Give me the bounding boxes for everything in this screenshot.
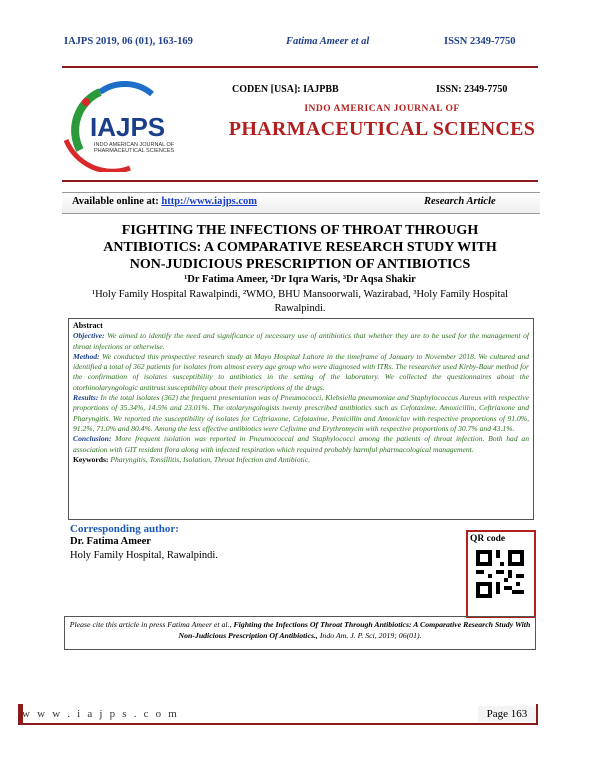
abstract-heading: Abstract: [73, 321, 103, 330]
footer-right-bar: [536, 704, 538, 725]
masthead-rule: [62, 180, 538, 182]
header-issn: ISSN 2349-7750: [444, 36, 516, 47]
page-number: Page 163: [478, 706, 536, 722]
svg-text:INDO AMERICAN JOURNAL OF: INDO AMERICAN JOURNAL OF: [94, 142, 175, 148]
footer-rule: [18, 723, 538, 725]
availability-label: Available online at:: [72, 196, 162, 207]
availability: [72, 196, 257, 207]
abstract-conclusion: Conclusion: More frequent isolation was reported in Pneumococcal and Staphylococci among the patients of throat infection. Both had an association with GIT resident flora along with infected respiration which required probably harmful pharmacological management.: [73, 434, 529, 454]
header-author: Fatima Ameer et al: [286, 36, 370, 47]
citation-title: Fighting the Infections Of Throat Through Antibiotics: A Comparative Research Study With Non-Judicious Prescription Of Antibiotics.,: [178, 620, 531, 640]
abstract-keywords: Keywords: Pharyngitis, Tonsillitis, Isolation, Throat Infection and Antibiotic.: [73, 454, 311, 464]
logo-text: IAJPS: [90, 112, 166, 142]
author-list: ¹Dr Fatima Ameer, ²Dr Iqra Waris, ³Dr Aqsa Shakir: [184, 274, 416, 285]
svg-text:PHARMACEUTICAL SCIENCES: PHARMACEUTICAL SCIENCES: [94, 148, 175, 154]
journal-subtitle: INDO AMERICAN JOURNAL OF: [304, 104, 460, 114]
abstract-results: Results: In the total isolates (362) the frequent presentation was of Pneumococci, Klebsiella pneumoniae and Staphylococcus Aureus with respective proportions of 35.34%, 14.5% and 23.01%. The otolaryngologists twenty prescribed antibiotics such as Cefotaxime, Amoxicillin, Ceftriaxone and Pharyngitis. We reported the susceptibility of isolates for Ceftriaxone, Cefotaxime, Penicillin and Amoxiclav with respective proportions of 91.0%, 91.2%, 71.0% and 80.4%. Among the less effective antibiotics were Cefixime and Erythromycin with respective proportions of 30.7% and 43.1%.: [73, 393, 529, 433]
abstract-objective: Objective: We aimed to identify the need and significance of necessary use of antibiotics that whether they are to be used for the management of throat infections or otherwise.: [73, 331, 529, 351]
running-header: [0, 36, 600, 52]
footer-url: w w w . i a j p s . c o m: [22, 708, 180, 720]
journal-url-link[interactable]: http://www.iajps.com: [161, 196, 258, 207]
abstract-box: [68, 318, 534, 520]
title-line-1: FIGHTING THE INFECTIONS OF THROAT THROUGH: [121, 223, 479, 238]
journal-logo: [60, 80, 192, 172]
article-title: [60, 222, 540, 273]
corresponding-author-label: Corresponding author:: [70, 523, 179, 535]
header-citation: IAJPS 2019, 06 (01), 163-169: [64, 36, 193, 47]
corresponding-author-name: Dr. Fatima Ameer: [70, 536, 151, 547]
affiliations: ¹Holy Family Hospital Rawalpindi, ²WMO, BHU Mansoorwali, Wazirabad, ³Holy Family Hospital Rawalpindi.: [91, 289, 509, 314]
qr-code-icon[interactable]: [476, 550, 524, 598]
masthead-issn: ISSN: 2349-7750: [436, 84, 508, 95]
citation-box: [64, 616, 536, 650]
citation-suffix: Indo Am. J. P. Sci, 2019; 06(01).: [317, 631, 422, 640]
title-line-3: NON-JUDICIOUS PRESCRIPTION OF ANTIBIOTICS: [129, 257, 471, 272]
header-rule: [62, 66, 538, 68]
citation-prefix: Please cite this article in press Fatima Ameer et al.,: [69, 620, 234, 629]
journal-title: PHARMACEUTICAL SCIENCES: [228, 118, 536, 140]
coden: CODEN [USA]: IAJPBB: [232, 84, 339, 95]
title-line-2: ANTIBIOTICS: A COMPARATIVE RESEARCH STUDY WITH: [103, 240, 497, 255]
qr-label: QR code: [470, 534, 506, 544]
abstract-method: Method: We conducted this prospective research study at Mayo Hospital Lahore in the timeframe of January to November 2018. We cultured and identified a total of 362 patients for isolates from almost every age group who were diagnosed with ITRs. The researcher used Kirby-Baur method for the confirmation of isolates susceptibility to antibiotics in the setting of the laboratory. We collected the questionnaires about the otorhinolaryngologic antitrust susceptibility about their prescriptions of the drugs.: [73, 351, 529, 392]
article-type: Research Article: [424, 196, 496, 207]
corresponding-author-address: Holy Family Hospital, Rawalpindi.: [70, 550, 218, 561]
logo-emblem-icon: [60, 80, 192, 172]
